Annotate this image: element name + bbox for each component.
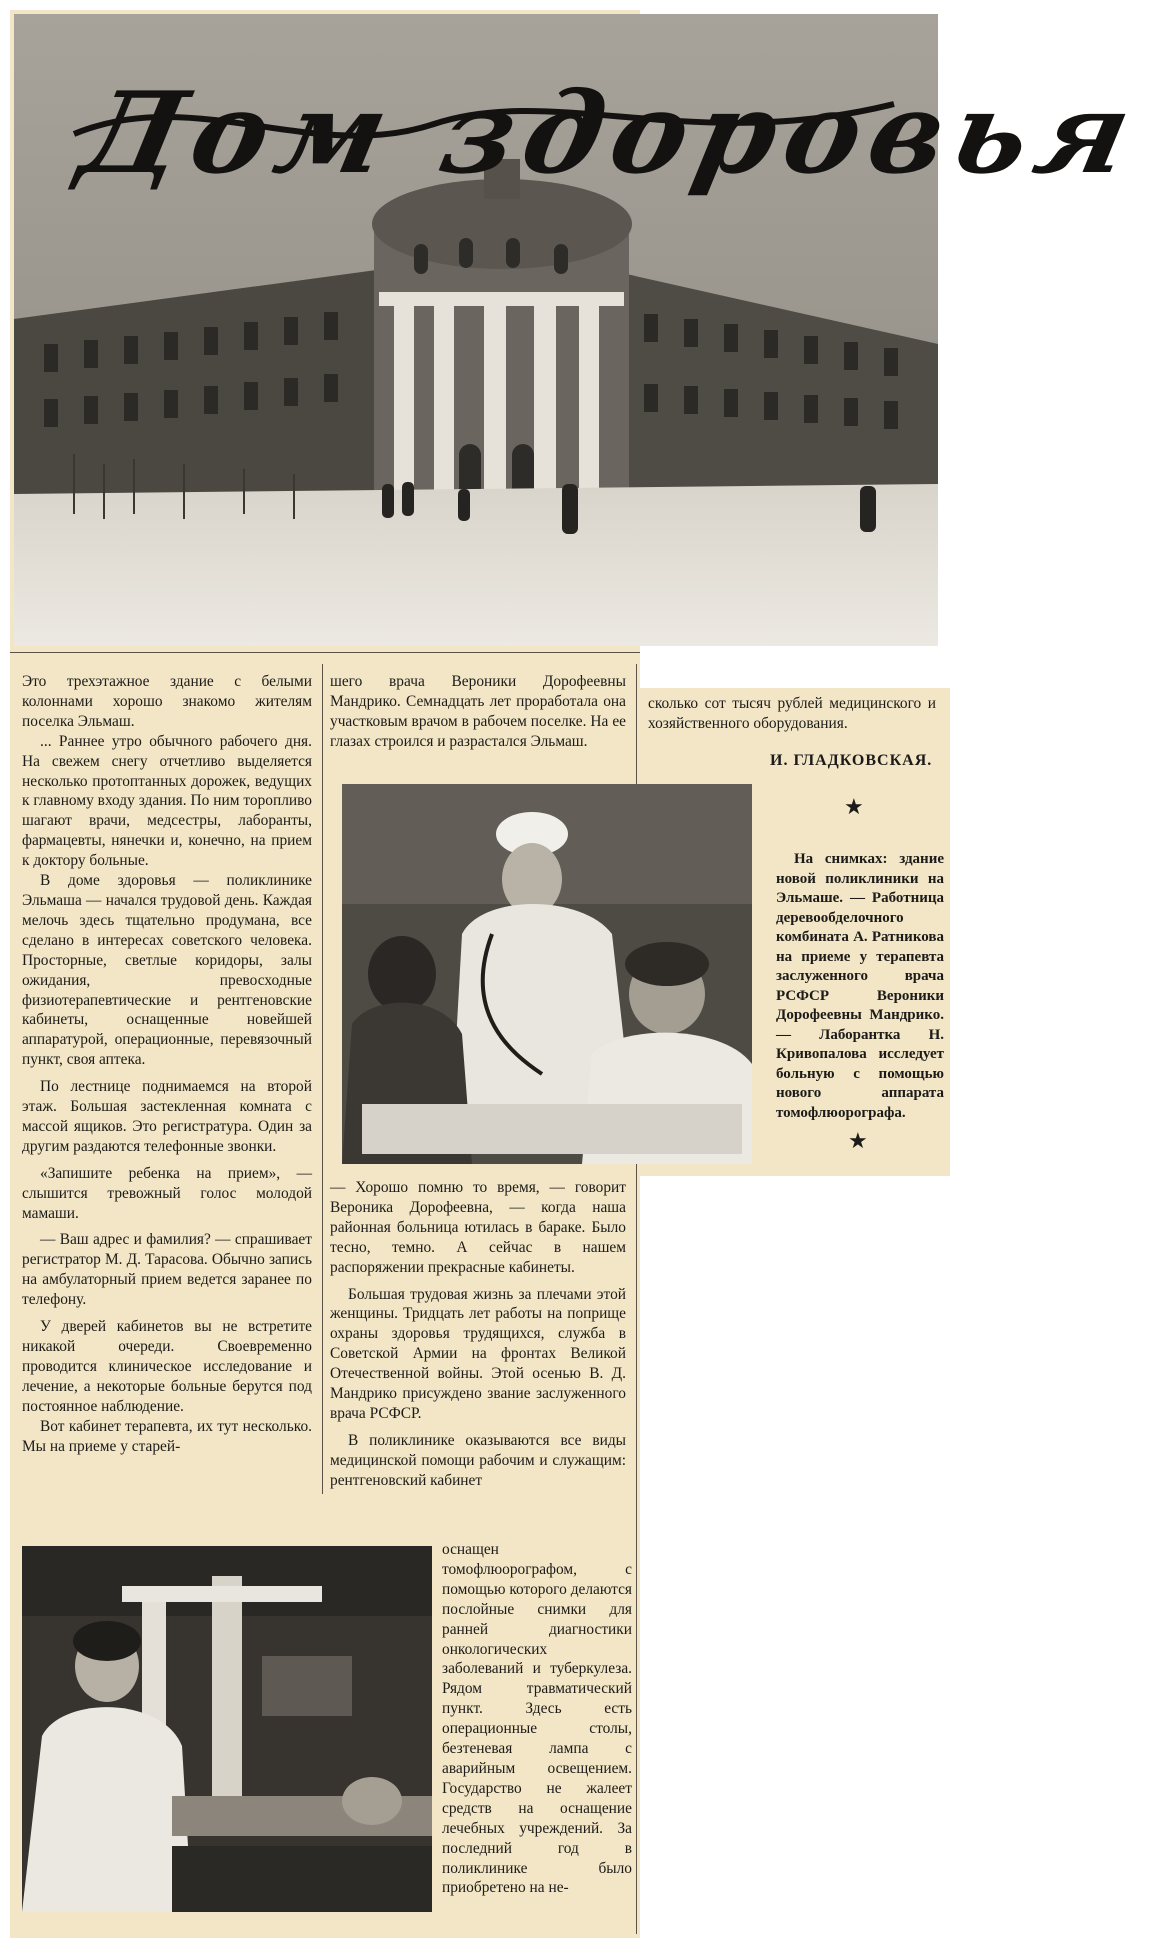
building-photo: [14, 14, 1152, 646]
paragraph: шего врача Вероники Дорофеевны Мандрико. Семнадцать лет проработала она участковым врачом в рабочем поселке. На ее глазах строился и разрастался Эльмаш.: [330, 673, 626, 750]
author-signature: И. ГЛАДКОВСКАЯ.: [770, 752, 933, 769]
building-photo-graphic: [14, 14, 938, 646]
photo-caption: [776, 850, 944, 1123]
doctor-photo: [342, 784, 752, 1164]
paragraph: ... Раннее утро обычного рабочего дня. На свежем снегу отчетливо выделяется несколько протоптанных дорожек, ведущих к главному входу здания. По ним торопливо шагают врачи, медсестры, лаборанты, фармацевты, нянечки и, конечно, на прием к доктору больные.: [22, 732, 312, 870]
paragraph: Вот кабинет терапевта, их тут несколько. Мы на приеме у старей-: [22, 1417, 312, 1455]
paragraph: Это трехэтажное здание с белыми колоннами хорошо знакомо жителям поселка Эльмаш.: [22, 673, 312, 730]
paragraph: У дверей кабинетов вы не встретите никакой очереди. Своевременно проводится клиническое исследование и лечение, а некоторые больные берутся под постоянное наблюдение.: [22, 1318, 312, 1415]
star-ornament-bottom: ★: [848, 1128, 868, 1153]
caption-text: На снимках: здание новой поликлиники на Эльмаше. — Работница деревообделочного комбината А. Ратникова на приеме у терапевта заслуженного врача РСФСР Вероники Дорофеевны Мандрико. — Лаборантка Н. Кривопалова исследует больную с помощью нового аппарата томофлюорографа.: [776, 851, 944, 1121]
column-3-top: [648, 694, 936, 734]
column-2-top: [330, 672, 626, 752]
paragraph: сколько сот тысяч рублей медицинского и хозяйственного оборудования.: [648, 695, 936, 732]
xray-photo: [22, 1546, 432, 1912]
paragraph: — Ваш адрес и фамилия? — спрашивает регистратор М. Д. Тарасова. Обычно запись на амбулаторный прием ведется заранее по телефону.: [22, 1231, 312, 1309]
column-2-narrow: [442, 1540, 632, 1898]
paragraph: По лестнице поднимаемся на второй этаж. Большая застекленная комната с массой ящиков. Это регистратура. Один за другим раздаются телефонные звонки.: [22, 1078, 312, 1155]
paragraph: В поликлинике оказываются все виды медицинской помощи рабочим и служащим: рентгеновский кабинет: [330, 1431, 626, 1489]
star-ornament-top: ★: [844, 794, 864, 819]
xray-photo-graphic: [22, 1546, 432, 1912]
paragraph: оснащен томофлюорографом, с помощью которого делаются послойные снимки для ранней диагностики онкологических заболеваний и туберкулеза. Рядом травматический пункт. Здесь есть операционные столы, безтеневая лампа с аварийным освещением. Государство не жалеет средств на оснащение лечебных учреждений. За последний год в поликлинике было приобретено на не-: [442, 1541, 632, 1897]
column-1: [22, 672, 312, 1456]
column-divider-1: [322, 664, 323, 1494]
column-2-bottom: [330, 1178, 626, 1491]
headline: Дом здоровья: [70, 68, 1152, 199]
paragraph: Большая трудовая жизнь за плечами этой женщины. Тридцать лет работы на поприще охраны здоровья трудящихся, служба в Советской Армии на фронтах Великой Отечественной войны. Этой осенью В. Д. Мандрико присуждено звание заслуженного врача РСФСР.: [330, 1285, 626, 1422]
top-rule: [10, 652, 640, 653]
doctor-photo-graphic: [342, 784, 752, 1164]
paragraph: — Хорошо помню то время, — говорит Вероника Дорофеевна, — когда наша районная больница ютилась в бараке. Было тесно, темно. А сейчас в нашем распоряжении прекрасные кабинеты.: [330, 1179, 626, 1276]
paragraph: «Запишите ребенка на прием», — слышится тревожный голос молодой мамаши.: [22, 1164, 312, 1222]
paragraph: В доме здоровья — поликлинике Эльмаша — начался трудовой день. Каждая мелочь здесь тщательно продумана, все сделано в интересах советского человека. Просторные, светлые коридоры, залы ожидания, превосходные физиотерапевтические и рентгеновские кабинеты, оснащенные новейшей аппаратурой, операционные, перевязочный пункт, своя аптека.: [22, 872, 312, 1069]
